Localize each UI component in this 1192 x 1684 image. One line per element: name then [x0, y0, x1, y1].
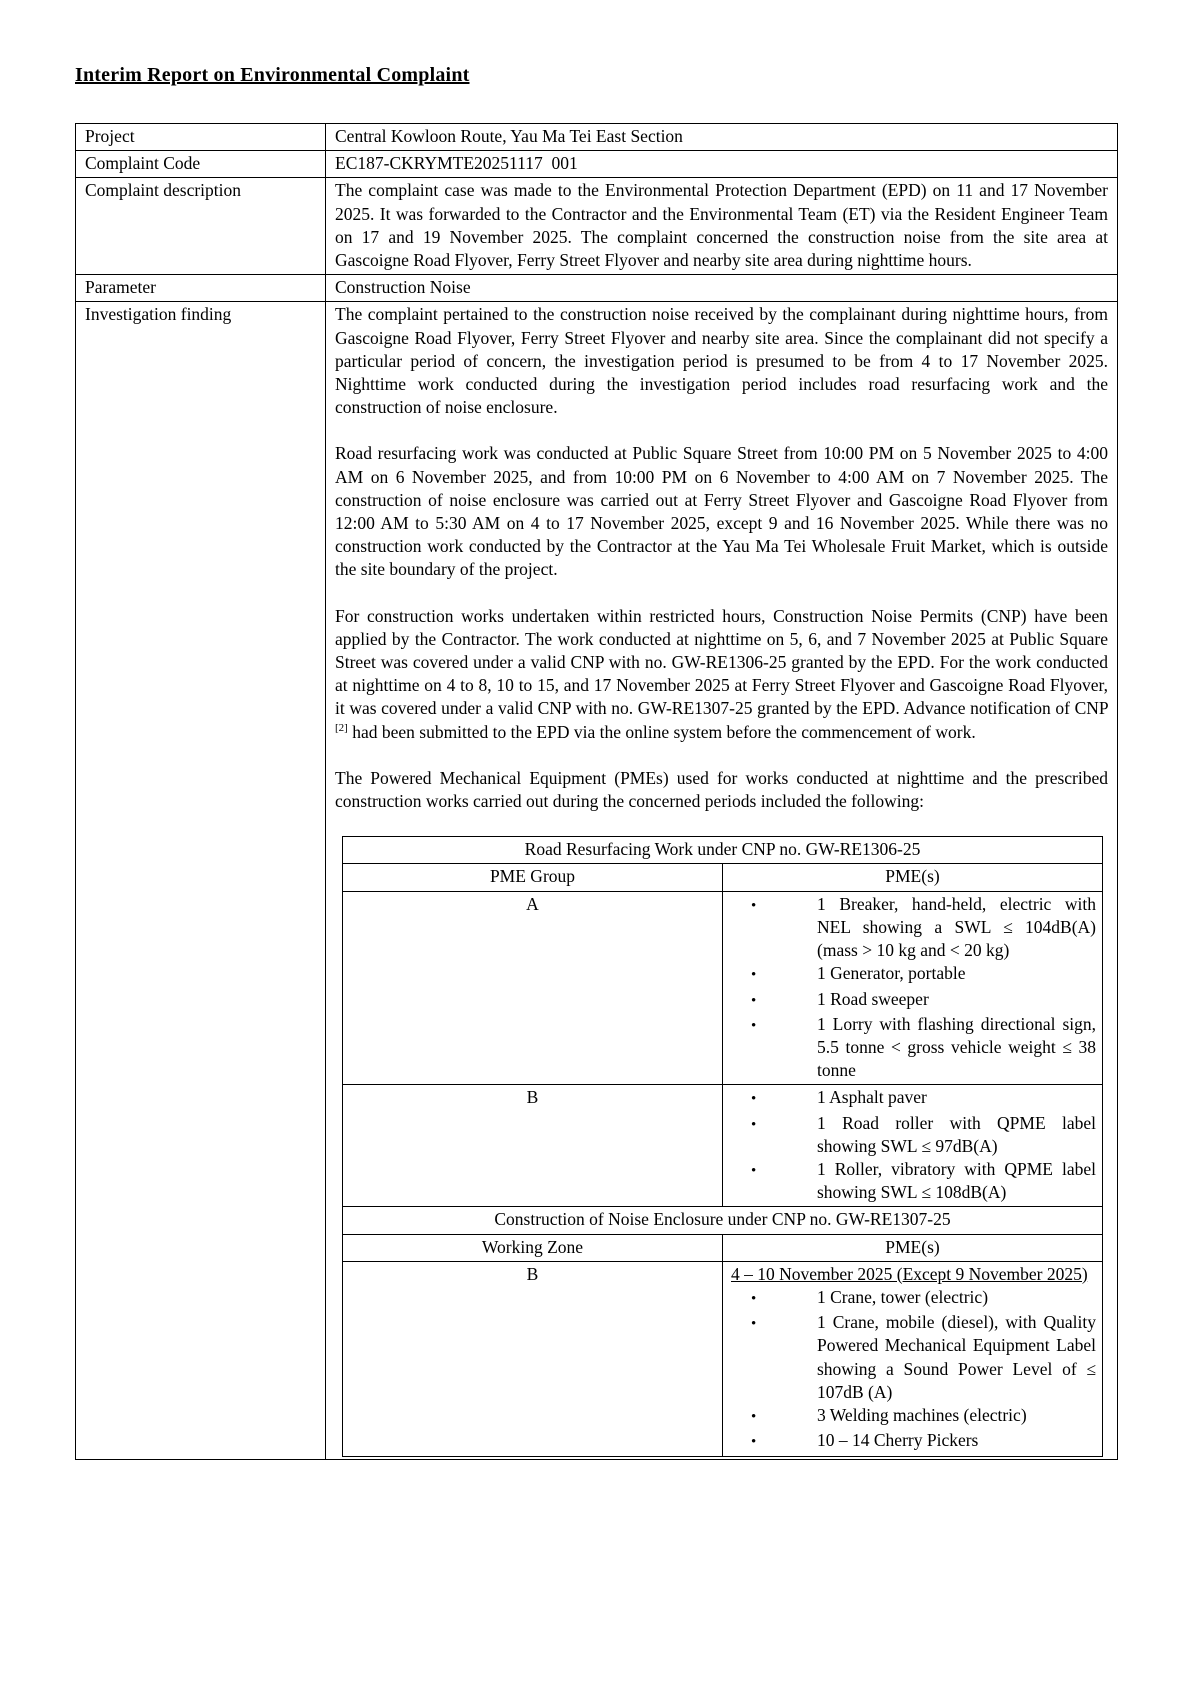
pme-group-a-items	[723, 891, 1103, 1085]
pme-item	[729, 1429, 1096, 1454]
report-table	[75, 123, 1118, 1460]
investigation-finding-label: Investigation finding	[76, 302, 326, 1460]
pmes-header-1: PME(s)	[723, 864, 1103, 891]
row-investigation-finding	[76, 302, 1118, 1460]
row-complaint-description	[76, 178, 1118, 275]
pme-section2-title: Construction of Noise Enclosure under CNP no. GW-RE1307-25	[343, 1207, 1103, 1234]
working-zone-header: Working Zone	[343, 1234, 723, 1261]
pme-list-zone-b	[729, 1286, 1096, 1454]
pme-section1-column-headers	[343, 864, 1103, 891]
pme-item	[729, 1311, 1096, 1404]
pme-section2-column-headers	[343, 1234, 1103, 1261]
pme-section2-header-row	[343, 1207, 1103, 1234]
pme-group-b-items	[723, 1085, 1103, 1207]
complaint-code-value: EC187-CKRYMTE20251117 001	[326, 151, 1118, 178]
period-heading: 4 – 10 November 2025 (Except 9 November 2025)	[731, 1263, 1088, 1284]
pme-list-group-a	[729, 893, 1096, 1083]
pme-group-header: PME Group	[343, 864, 723, 891]
pme-item-text: • 3 Welding machines (electric)	[817, 1404, 1027, 1425]
investigation-finding-value	[326, 302, 1118, 1460]
pmes-header-2: PME(s)	[723, 1234, 1103, 1261]
pme-item-text: • 1 Crane, tower (electric)	[817, 1286, 989, 1307]
pme-item	[729, 1013, 1096, 1083]
pme-item	[729, 1086, 1096, 1111]
pme-group-a-row	[343, 891, 1103, 1085]
pme-item-text: • 1 Road sweeper	[817, 988, 929, 1009]
row-parameter	[76, 275, 1118, 302]
pme-group-b-label: B	[343, 1085, 723, 1207]
working-zone-b-label: B	[343, 1261, 723, 1457]
investigation-paragraph-4: The Powered Mechanical Equipment (PMEs) used for works conducted at nighttime and the prescribed construction works carried out during the concerned periods included the following:	[335, 767, 1108, 812]
investigation-paragraph-3	[335, 605, 1108, 744]
pme-group-b-row	[343, 1085, 1103, 1207]
project-value: Central Kowloon Route, Yau Ma Tei East Section	[326, 124, 1118, 151]
pme-item	[729, 1286, 1096, 1311]
complaint-description-value	[326, 178, 1118, 275]
pme-item-text: • 1 Asphalt paver	[817, 1087, 927, 1108]
pme-item	[729, 1404, 1096, 1429]
pme-item-text: • 1 Roller, vibratory with QPME label showing SWL ≤ 108dB(A)	[817, 1158, 1096, 1203]
row-project	[76, 124, 1118, 151]
pme-item	[729, 988, 1096, 1013]
pme-list-group-b	[729, 1086, 1096, 1204]
pme-item-text: • 1 Lorry with flashing directional sign, 5.5 tonne < gross vehicle weight ≤ 38 tonne	[817, 1013, 1096, 1081]
pme-item	[729, 962, 1096, 987]
pme-item	[729, 1112, 1096, 1158]
working-zone-b-items	[723, 1261, 1103, 1457]
parameter-label: Parameter	[76, 275, 326, 302]
complaint-description-text: The complaint case was made to the Environmental Protection Department (EPD) on 11 and 17 November 2025. It was forwarded to the Contractor and the Environmental Team (ET) via the Resident Engineer Team on 17 and 19 November 2025. The complaint concerned the construction noise from the site area at Gascoigne Road Flyover, Ferry Street Flyover and nearby site area during nighttime hours.	[335, 180, 1108, 271]
investigation-paragraph-3-text: For construction works undertaken within restricted hours, Construction Noise Permits (CNP) have been applied by the Contractor. The work conducted at nighttime on 5, 6, and 7 November 2025 at Public Square Street was covered under a valid CNP with no. GW-RE1306-25 granted by the EPD. For the work conducted at nighttime on 4 to 8, 10 to 15, and 17 November 2025 at Ferry Street Flyover and Gascoigne Road Flyover, it was covered under a valid CNP with no. GW-RE1307-25 granted by the EPD. Advance notification of CNP	[335, 605, 1108, 719]
pme-item	[729, 893, 1096, 963]
row-complaint-code	[76, 151, 1118, 178]
parameter-value: Construction Noise	[326, 275, 1118, 302]
pme-item	[729, 1158, 1096, 1204]
pme-table	[342, 836, 1103, 1457]
investigation-paragraph-3-tail: had been submitted to the EPD via the online system before the commencement of work.	[347, 721, 976, 742]
pme-group-a-label: A	[343, 891, 723, 1085]
pme-item-text: • 1 Crane, mobile (diesel), with Quality Powered Mechanical Equipment Label showing a Sound Power Level of ≤ 107dB (A)	[817, 1312, 1096, 1402]
pme-item-text: • 1 Road roller with QPME label showing SWL ≤ 97dB(A)	[817, 1112, 1096, 1156]
complaint-description-label: Complaint description	[76, 178, 326, 275]
pme-item-text: • 1 Breaker, hand-held, electric with NEL showing a SWL ≤ 104dB(A) (mass > 10 kg and < 20 kg)	[817, 893, 1096, 961]
project-label: Project	[76, 124, 326, 151]
working-zone-b-row	[343, 1261, 1103, 1457]
footnote-reference: [2]	[335, 721, 348, 734]
pme-item-text: • 1 Generator, portable	[817, 963, 966, 984]
complaint-code-label: Complaint Code	[76, 151, 326, 178]
page-title: Interim Report on Environmental Complaint	[75, 64, 470, 86]
investigation-paragraph-2: Road resurfacing work was conducted at Public Square Street from 10:00 PM on 5 November 2025 to 4:00 AM on 6 November 2025, and from 10:00 PM on 6 November to 4:00 AM on 7 November 2025. The construction of noise enclosure was carried out at Ferry Street Flyover and Gascoigne Road Flyover from 12:00 AM to 5:30 AM on 4 to 17 November 2025, except 9 and 16 November 2025. While there was no construction work conducted by the Contractor at the Yau Ma Tei Wholesale Fruit Market, which is outside the site boundary of the project.	[335, 443, 1108, 580]
pme-section1-header-row	[343, 837, 1103, 864]
pme-item-text: • 10 – 14 Cherry Pickers	[817, 1430, 979, 1451]
pme-section1-title: Road Resurfacing Work under CNP no. GW-RE1306-25	[343, 837, 1103, 864]
investigation-paragraph-1: The complaint pertained to the construction noise received by the complainant during nighttime hours, from Gascoigne Road Flyover, Ferry Street Flyover and nearby site area. Since the complainant did not specify a particular period of concern, the investigation period is presumed to be from 4 to 17 November 2025. Nighttime work conducted during the investigation period includes road resurfacing work and the construction of noise enclosure.	[335, 304, 1108, 418]
